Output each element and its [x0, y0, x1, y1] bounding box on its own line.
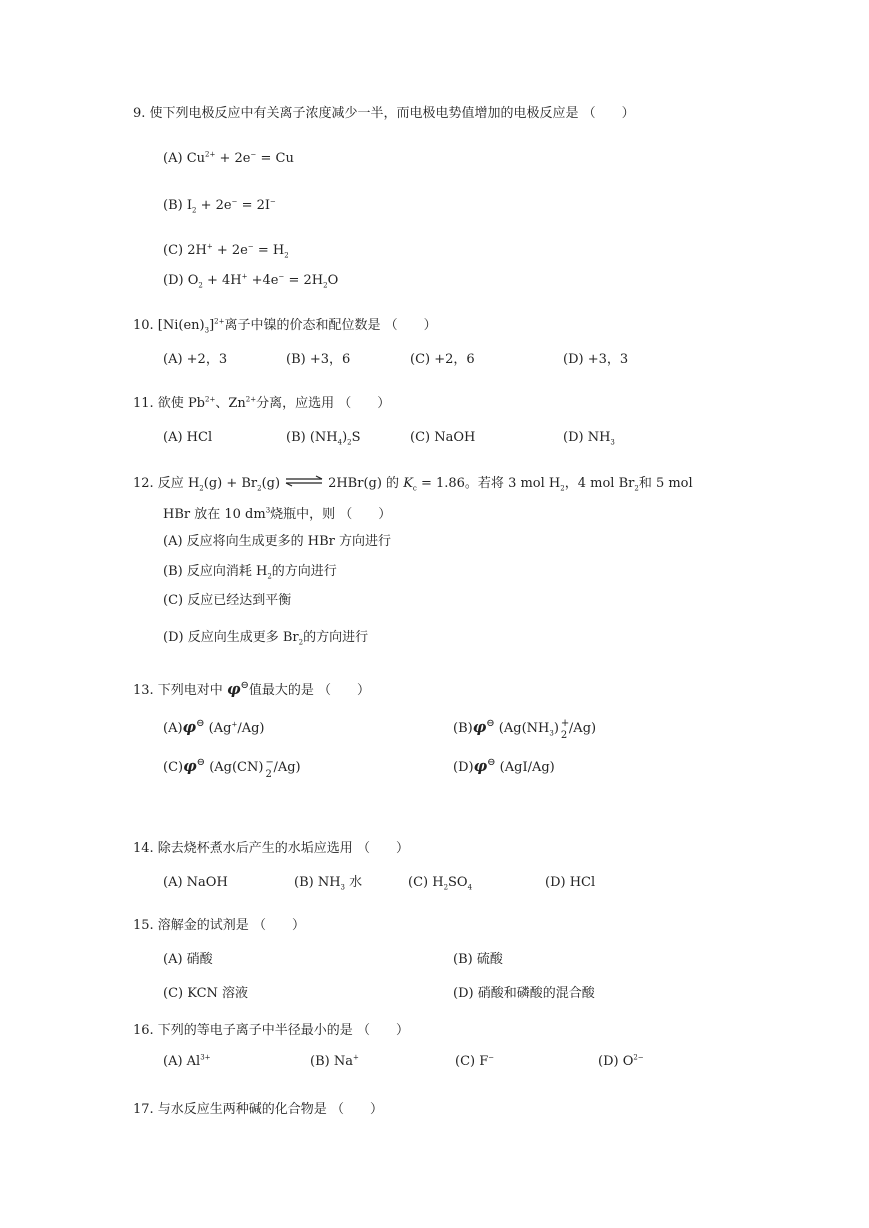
question-16-option-d[interactable]: (D) $O^{2-}$ [598, 1053, 644, 1069]
question-11-stem: 11. 欲使 $Pb^{2+}$、$Zn^{2+}$分离，应选用 （ ） [133, 395, 391, 411]
question-16-stem: 16. 下列的等电子离子中半径最小的是 （ ） [133, 1023, 409, 1038]
question-14-option-b[interactable]: (B) $NH_3$ 水 [294, 875, 363, 892]
question-9-stem: 9. 使下列电极反应中有关离子浓度减少一半，而电极电势值增加的电极反应是 （ ） [133, 106, 635, 121]
question-14-option-d[interactable]: (D) HCl [545, 875, 596, 890]
question-13-option-c[interactable]: (C)φ⊖ (Ag(CN) − 2 /Ag) [163, 757, 301, 780]
question-13-option-b[interactable]: (B)φ⊖ ($Ag(NH_3)$ + 2 /Ag) [453, 718, 597, 741]
question-12-option-d[interactable]: (D) 反应向生成更多 $Br_2$的方向进行 [163, 630, 369, 647]
equilibrium-arrow-icon [284, 475, 324, 487]
question-15-option-b[interactable]: (B) 硫酸 [453, 952, 503, 967]
question-16-option-b[interactable]: (B) Na+ [310, 1053, 359, 1069]
question-9-option-d[interactable]: (D) $O_2 + 4H^+ +4e^- = 2H_2O$ [163, 272, 339, 290]
question-15-stem: 15. 溶解金的试剂是 （ ） [133, 918, 305, 933]
question-12-stem-line2: HBr 放在 10 $dm^3$烧瓶中，则 （ ） [163, 506, 392, 522]
question-9-option-a[interactable]: (A) $Cu^{2+} + 2e^- = Cu$ [163, 150, 294, 166]
question-9-option-c[interactable]: (C) $2H^+ + 2e^- = H_2$ [163, 242, 289, 260]
question-14-option-a[interactable]: (A) NaOH [163, 875, 228, 890]
question-11-option-a[interactable]: (A) HCl [163, 430, 213, 445]
question-12-option-c[interactable]: (C) 反应已经达到平衡 [163, 593, 292, 608]
question-9-option-b[interactable]: (B) $I_2 + 2e^- = 2I^-$ [163, 197, 276, 215]
question-13-option-a[interactable]: (A)φ⊖ (Ag+/Ag) [163, 718, 265, 736]
question-12-stem-line1: 12. 反应 $H_2(g) + Br_2(g)$ 2HBr(g) 的 $K_c = 1.86$。若将 3 mol $H_2$，4 mol $Br_2$和 5 mol [133, 476, 693, 493]
question-16-option-c[interactable]: (C) F− [455, 1053, 495, 1069]
question-13-stem: 13. 下列电对中 φ⊖值最大的是 （ ） [133, 680, 371, 698]
question-16-option-a[interactable]: (A) $Al^{3+}$ [163, 1053, 211, 1069]
question-12-option-a[interactable]: (A) 反应将向生成更多的 HBr 方向进行 [163, 534, 392, 549]
question-11-option-b[interactable]: (B) $(NH_4)_2S$ [286, 430, 361, 447]
question-10-option-d[interactable]: (D) +3，3 [563, 352, 629, 367]
question-12-option-b[interactable]: (B) 反应向消耗 $H_2$的方向进行 [163, 564, 337, 581]
question-14-stem: 14. 除去烧杯煮水后产生的水垢应选用 （ ） [133, 841, 409, 856]
question-10-option-c[interactable]: (C) +2，6 [410, 352, 475, 367]
question-13-option-d[interactable]: (D)φ⊖ (AgI/Ag) [453, 757, 555, 775]
question-17-stem: 17. 与水反应生两种碱的化合物是 （ ） [133, 1102, 383, 1117]
question-10-option-b[interactable]: (B) +3，6 [286, 352, 351, 367]
question-10-stem: 10. $[Ni(en)_3]^{2+}$离子中镍的价态和配位数是 （ ） [133, 317, 437, 335]
question-15-option-a[interactable]: (A) 硝酸 [163, 952, 213, 967]
question-15-option-d[interactable]: (D) 硝酸和磷酸的混合酸 [453, 986, 595, 1001]
question-14-option-c[interactable]: (C) $H_2SO_4$ [408, 875, 473, 892]
question-15-option-c[interactable]: (C) KCN 溶液 [163, 986, 249, 1001]
question-11-option-d[interactable]: (D) $NH_3$ [563, 430, 615, 447]
question-11-option-c[interactable]: (C) NaOH [410, 430, 476, 445]
question-10-option-a[interactable]: (A) +2，3 [163, 352, 228, 367]
